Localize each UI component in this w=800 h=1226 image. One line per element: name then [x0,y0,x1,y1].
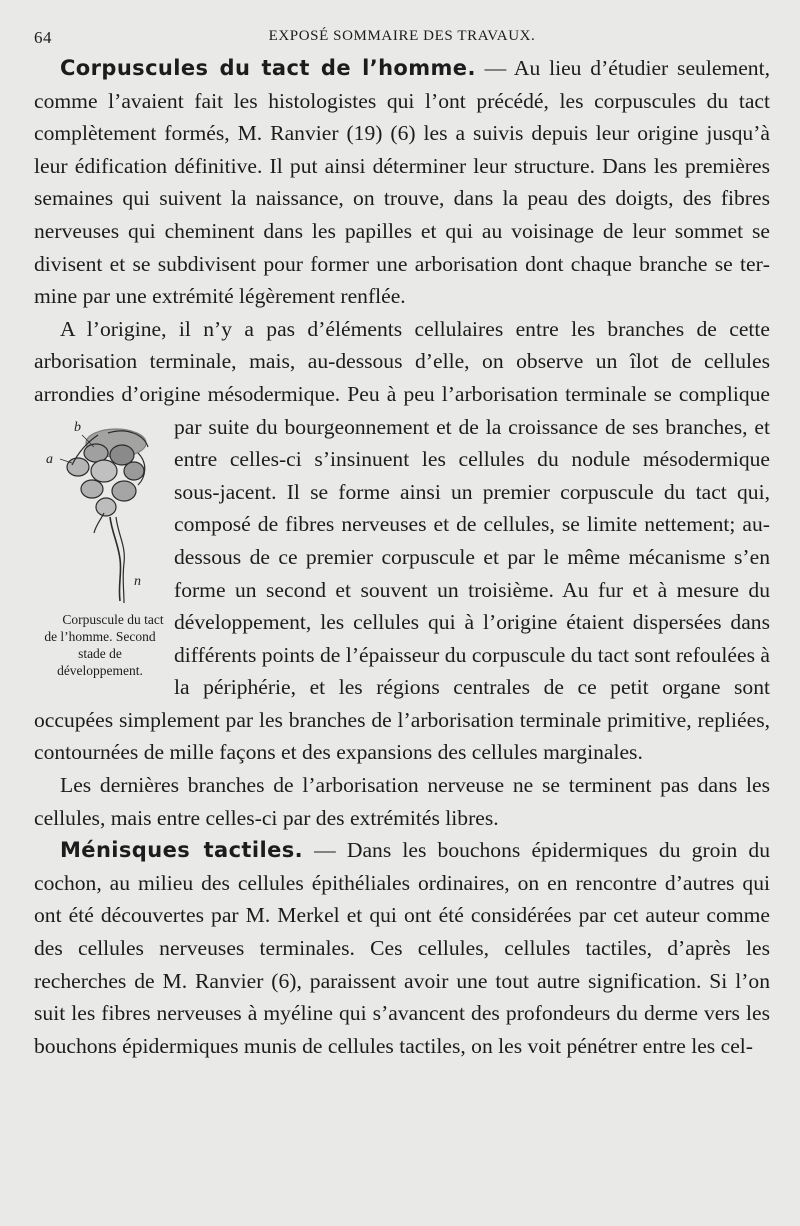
paragraph-text: A l’origine, il n’y a pas d’éléments cellulaires entre les branches de cette arborisation terminale, mais, au-dessous d’elle, on observe un îlot de cellules arrondies d’origine mésodermique. Peu à peu l’arborisation terminale [34,316,770,406]
paragraph-text: — Dans les bouchons épidermiques du groin du cochon, au milieu des cellules épithéliales ordinaires, on en rencontre d’autres qui ont été découvertes par M. Merkel et qui ont été considérées par cet auteur comme des cellules nerveuses terminales. Ces cellules, cellules tactiles, d’après les recherches de M. Ranvier (6), paraissent avoir une tout autre signification. Si l’on suit les fibres nerveuses à myéline qui s’avancent des profondeurs du derme vers les bouchons épidermiques munis de cellules tactiles, on les voit pénétrer entre les cel- [34,838,770,1058]
paragraph-text: se complique par suite du bourgeonnement et de la croissance de ses branches, et entre celles-ci s’insinuent les cellules du nodule mésodermique sous-jacent. Il se forme ainsi un premier corpuscule du tact qui, composé de fibres nerveuses et de cellules, se limite nettement; au-dessous de ce premier corpuscule et par le même mécanisme s’en forme un second et souvent un troisième. Au fur et à mesure du développement, les cellules qui à l’origine étaient dispersées dans différents points de l’épaisseur du corpuscule du tact sont refoulées à la périphérie, et les régions centrales de ce petit organe sont occupées simplement par les branches de l’arborisation terminale primitive, repliées, contournées de mille façons et des expansions des cellules marginales. [34,381,770,765]
paragraph-origine [34,313,770,769]
figure-corpuscle [34,413,166,679]
paragraph-dernieres [34,769,770,834]
figure-caption: Corpuscule du tact de l’homme. Second stade de développement. [44,611,164,678]
corpuscle-illustration [38,413,162,609]
figure-label-a: a [46,451,53,467]
paragraph-corpuscules [34,52,770,313]
page-number: 64 [34,28,52,47]
running-head [34,22,770,52]
body-text [34,52,770,1062]
paragraph-menisques [34,834,770,1062]
section-heading-menisques: Ménisques tactiles. [60,838,303,863]
figure-label-b: b [74,419,81,435]
paragraph-text: — Au lieu d’étudier seulement, comme l’avaient fait les histologistes qui l’ont précédé, les corpuscules du tact complètement formés, M. Ranvier (19) (6) les a suivis depuis leur origine jusqu’à leur édification définitive. Il put ainsi déterminer leur structure. Dans les premières semaines qui suivent la naissance, on trouve, dans la peau des doigts, des fibres nerveuses qui cheminent dans les papilles et qui au voisinage de leur sommet se divisent et se subdivisent pour former une arborisation dont chaque branche se termine par une extrémité légèrement renflée. [34,56,770,309]
running-title: EXPOSÉ SOMMAIRE DES TRAVAUX. [268,28,536,44]
figure-label-n: n [134,573,141,589]
paragraph-text: Les dernières branches de l’arborisation nerveuse ne se terminent pas dans les cellules, mais entre celles-ci par des extrémités libres. [34,773,770,830]
section-heading-corpuscules: Corpuscules du tact de l’homme. [60,56,476,80]
